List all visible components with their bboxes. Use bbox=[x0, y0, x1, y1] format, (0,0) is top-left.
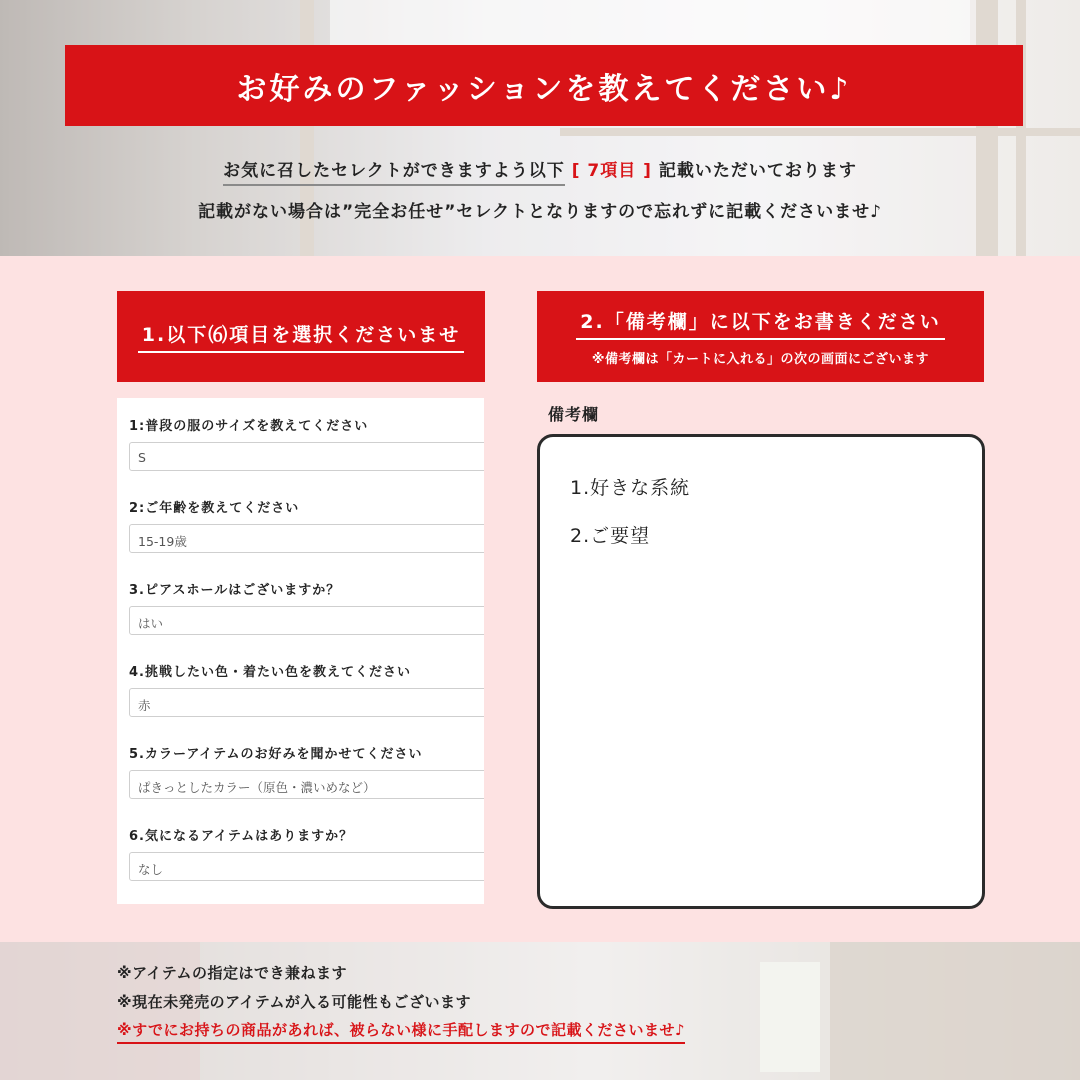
item-count-highlight: [ 7項目 ] bbox=[571, 161, 652, 181]
color-select[interactable]: 赤 bbox=[129, 688, 484, 717]
page-title-banner bbox=[65, 45, 1023, 126]
section-2-note: ※備考欄は「カートに入れる」の次の画面にございます bbox=[591, 351, 930, 367]
section-2-title: 2.「備考欄」に以下をお書きください bbox=[576, 307, 944, 340]
remarks-label: 備考欄 bbox=[548, 405, 600, 424]
question-label-color-preference: 5.カラーアイテムのお好みを聞かせてください bbox=[129, 747, 423, 762]
question-label-item-interest: 6.気になるアイテムはありますか？ bbox=[129, 829, 354, 844]
footer-note: ※アイテムの指定はでき兼ねます bbox=[117, 964, 347, 982]
color-preference-select[interactable]: ぱきっとしたカラー（原色・濃いめなど） bbox=[129, 770, 484, 799]
options-form bbox=[117, 398, 484, 904]
section-1-title: 1.以下⑹項目を選択くださいませ bbox=[138, 320, 464, 353]
remarks-textarea[interactable] bbox=[537, 434, 985, 909]
age-select[interactable]: 15-19歳 bbox=[129, 524, 484, 553]
remarks-line: 1.好きな系統 bbox=[570, 477, 691, 499]
page-title: お好みのファッションを教えてください♪ bbox=[236, 71, 852, 107]
question-label-color: 4.挑戦したい色・着たい色を教えてください bbox=[129, 665, 411, 680]
remarks-line: 2.ご要望 bbox=[570, 525, 651, 547]
size-select[interactable]: S bbox=[129, 442, 484, 471]
question-label-piercing: 3.ピアスホールはございますか？ bbox=[129, 583, 341, 598]
footer-note-highlight: ※すでにお持ちの商品があれば、被らない様に手配しますので記載くださいませ♪ bbox=[117, 1019, 685, 1044]
question-label-size: 1:普段の服のサイズを教えてください bbox=[129, 419, 369, 434]
piercing-select[interactable]: はい bbox=[129, 606, 484, 635]
section-1-header bbox=[117, 291, 485, 382]
instruction-line-1 bbox=[0, 156, 1080, 181]
item-interest-select[interactable]: なし bbox=[129, 852, 484, 881]
instruction-line-1-suffix: 記載いただいております bbox=[658, 161, 857, 181]
instruction-line-2: 記載がない場合は”完全お任せ”セレクトとなりますので忘れずに記載くださいませ♪ bbox=[198, 202, 882, 222]
footer-note: ※現在未発売のアイテムが入る可能性もございます bbox=[117, 993, 471, 1011]
instruction-line-1-text: お気に召したセレクトができますよう以下 bbox=[223, 161, 565, 186]
section-2-header bbox=[537, 291, 984, 382]
question-label-age: 2:ご年齢を教えてください bbox=[129, 501, 300, 516]
